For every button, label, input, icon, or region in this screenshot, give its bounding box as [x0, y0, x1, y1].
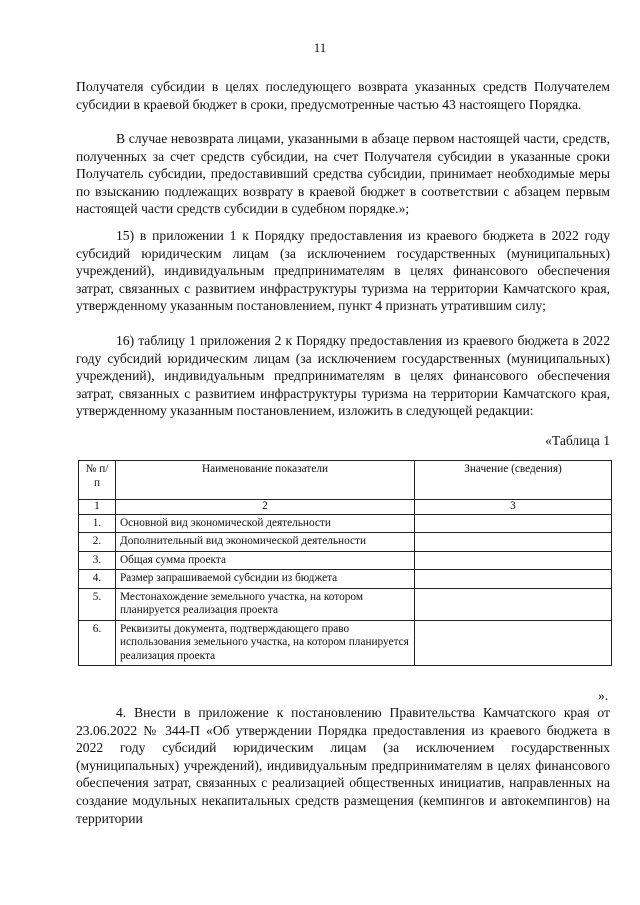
table-label: «Таблица 1 [545, 433, 610, 448]
table-row [79, 514, 612, 533]
row-value [415, 620, 612, 666]
row-number: 5. [79, 588, 116, 620]
page-number: 11 [313, 40, 327, 55]
table-numbering-row [79, 500, 612, 515]
paragraph-item-15: 15) в приложении 1 к Порядку предоставления из краевого бюджета в 2022 году субсидий юридическим лицам (за исключением государственных (муниципальных) учреждений), индивидуальным предпринимателям в целях финансового обеспечения затрат, связанных с развитием инфраструктуры туризма на территории Камчатского края, утвержденному указанным постановлением, пункт 4 признать утратившим силу; [76, 228, 610, 314]
paragraph-nonreturn: В случае невозврата лицами, указанными в абзаце первом настоящей части, средств, полученных за счет средств субсидии, на счет Получателя субсидии в указанные сроки Получатель субсидии, предоставивший средства субсидии, принимает необходимые меры по взысканию подлежащих возврату в краевой бюджет в соответствии с абзацем первым настоящей части средств субсидии в судебном порядке.»; [76, 131, 610, 217]
table-row [79, 588, 612, 620]
table-end-quote: ». [598, 688, 609, 703]
header-number: № п/п [79, 461, 116, 500]
table-row [79, 570, 612, 589]
table-row [79, 551, 612, 570]
table-row [79, 620, 612, 666]
paragraph-item-16: 16) таблицу 1 приложения 2 к Порядку предоставления из краевого бюджета в 2022 году субсидий юридическим лицам (за исключением государственных (муниципальных) учреждений), индивидуальным предпринимателям в целях финансового обеспечения затрат, связанных с развитием инфраструктуры туризма на территории Камчатского края, утвержденному указанным постановлением, изложить в следующей редакции: [76, 333, 610, 419]
paragraph-item-4: 4. Внести в приложение к постановлению Правительства Камчатского края от 23.06.2022 № 344-П «Об утверждении Порядка предоставления из краевого бюджета в 2022 году субсидий юридическим лицам (за исключением государственных (муниципальных) учреждений), индивидуальным предпринимателям в целях финансового обеспечения затрат, связанных с реализацией общественных инициатив, направленных на создание модульных некапитальных средств размещения (кемпингов и автокемпингов) на территории [76, 705, 610, 826]
row-name: Основной вид экономической деятельности [116, 514, 415, 533]
table-header-row [79, 461, 612, 500]
table-row [79, 533, 612, 552]
row-number: 3. [79, 551, 116, 570]
row-value [415, 514, 612, 533]
row-name: Общая сумма проекта [116, 551, 415, 570]
numbering-cell: 2 [116, 500, 415, 515]
row-value [415, 570, 612, 589]
row-number: 6. [79, 620, 116, 666]
numbering-cell: 1 [79, 500, 116, 515]
indicators-table [78, 460, 612, 666]
row-name: Размер запрашиваемой субсидии из бюджета [116, 570, 415, 589]
paragraph-continuation: Получателя субсидии в целях последующего возврата указанных средств Получателем субсидии в краевой бюджет в сроки, предусмотренные частью 43 настоящего Порядка. [76, 79, 610, 112]
row-value [415, 588, 612, 620]
header-value: Значение (сведения) [415, 461, 612, 500]
row-value [415, 551, 612, 570]
row-number: 1. [79, 514, 116, 533]
row-value [415, 533, 612, 552]
row-number: 4. [79, 570, 116, 589]
row-name: Местонахождение земельного участка, на котором планируется реализация проекта [116, 588, 415, 620]
row-number: 2. [79, 533, 116, 552]
row-name: Дополнительный вид экономической деятельности [116, 533, 415, 552]
numbering-cell: 3 [415, 500, 612, 515]
row-name: Реквизиты документа, подтверждающего право использования земельного участка, на котором планируется реализация проекта [116, 620, 415, 666]
header-name: Наименование показатели [116, 461, 415, 500]
